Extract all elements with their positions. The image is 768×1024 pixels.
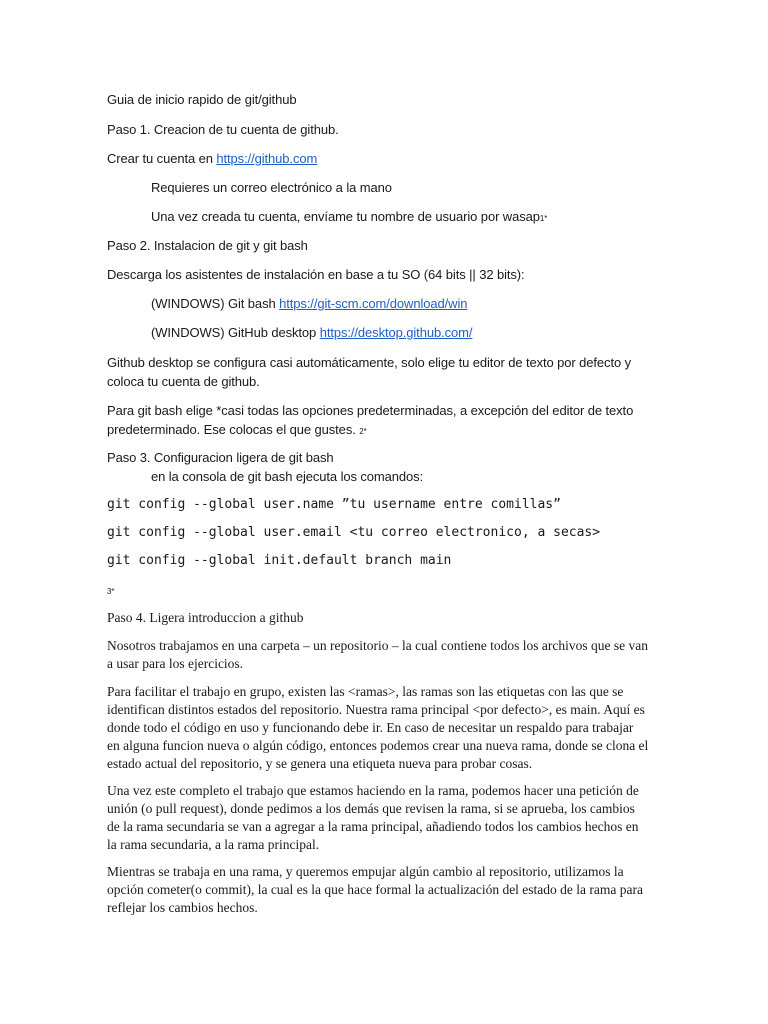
paragraph-3-line-4: la rama secundaria, a la rama principal.	[107, 837, 320, 852]
footnote-1: 1*	[539, 214, 548, 223]
paragraph-2-line-2: identifican distintos estados del repositorio. Nuestra rama principal <por defecto>, es main. Aquí es	[107, 702, 645, 717]
step2-heading: Paso 2. Instalacion de git y git bash	[107, 238, 308, 253]
create-account-text: Crear tu cuenta en	[107, 151, 217, 166]
git-bash-config-line-2	[107, 422, 367, 437]
github-link[interactable]: https://github.com	[216, 151, 318, 166]
windows-github-desktop-text: (WINDOWS) GitHub desktop	[151, 325, 320, 340]
git-bash-config-text: predeterminado. Ese colocas el que gustes.	[107, 422, 360, 437]
document-title: Guia de inicio rapido de git/github	[107, 92, 297, 107]
windows-git-line	[151, 296, 467, 311]
github-desktop-link[interactable]: https://desktop.github.com/	[319, 325, 473, 340]
paragraph-2-line-5: estado actual del repositorio, y se genera una etiqueta nueva para probar cosas.	[107, 756, 533, 771]
command-user-name: git config --global user.name ”tu username entre comillas”	[107, 497, 561, 512]
requirement-username-text: Una vez creada tu cuenta, envíame tu nombre de usuario por wasap	[151, 209, 540, 224]
paragraph-2-line-1: Para facilitar el trabajo en grupo, existen las <ramas>, las ramas son las etiquetas con las que se	[107, 684, 624, 699]
footnote-3: 3*	[107, 587, 115, 596]
git-bash-config-line-1: Para git bash elige *casi todas las opciones predeterminadas, a excepción del editor de texto	[107, 403, 634, 418]
step4-heading: Paso 4. Ligera introduccion a github	[107, 610, 304, 625]
paragraph-4-line-3: reflejar los cambios hechos.	[107, 900, 258, 915]
desktop-config-line-1: Github desktop se configura casi automáticamente, solo elige tu editor de texto por defecto y	[107, 355, 632, 370]
requirement-email: Requieres un correo electrónico a la mano	[151, 180, 392, 195]
command-user-email: git config --global user.email <tu correo electronico, a secas>	[107, 525, 601, 540]
paragraph-2-line-3: donde todo el código en uso y funcionando debe ir. En caso de necesitar un respaldo para trabajar	[107, 720, 634, 735]
command-default-branch: git config --global init.default branch main	[107, 553, 452, 568]
paragraph-1-line-1: Nosotros trabajamos en una carpeta – un repositorio – la cual contiene todos los archivos que se van	[107, 638, 648, 653]
footnote-2: 2*	[359, 427, 367, 436]
create-account-line	[107, 151, 317, 166]
paragraph-3-line-3: de la rama secundaria se van a agregar a la rama principal, añadiendo todos los cambios hechos en	[107, 819, 639, 834]
requirement-username	[151, 209, 547, 224]
paragraph-3-line-1: Una vez este completo el trabajo que estamos haciendo en la rama, podemos hacer una petición de	[107, 783, 639, 798]
download-instructions: Descarga los asistentes de instalación en base a tu SO (64 bits || 32 bits):	[107, 267, 525, 282]
paragraph-4-line-2: opción cometer(o commit), la cual es la que hace formal la actualización del estado de la rama para	[107, 882, 643, 897]
paragraph-3-line-2: unión (o pull request), donde pedimos a los demás que revisen la rama, si se aprueba, los cambios	[107, 801, 635, 816]
step1-heading: Paso 1. Creacion de tu cuenta de github.	[107, 122, 339, 137]
paragraph-1-line-2: a usar para los ejercicios.	[107, 656, 244, 671]
step3-heading: Paso 3. Configuracion ligera de git bash	[107, 450, 334, 465]
paragraph-2-line-4: en alguna funcion nueva o algún código, entonces podemos crear una nueva rama, donde se clona el	[107, 738, 649, 753]
windows-git-text: (WINDOWS) Git bash	[151, 296, 280, 311]
step3-subtext: en la consola de git bash ejecuta los comandos:	[151, 469, 424, 484]
windows-github-desktop-line	[151, 325, 472, 340]
paragraph-4-line-1: Mientras se trabaja en una rama, y queremos empujar algún cambio al repositorio, utilizamos la	[107, 864, 624, 879]
desktop-config-line-2: coloca tu cuenta de github.	[107, 374, 260, 389]
git-scm-link[interactable]: https://git-scm.com/download/win	[279, 296, 468, 311]
